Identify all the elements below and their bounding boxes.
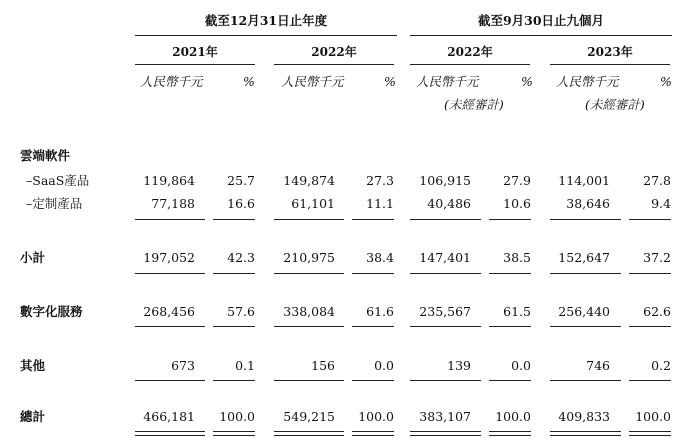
rule-line bbox=[550, 219, 621, 220]
percent-cell: 100.0 bbox=[219, 409, 255, 424]
double-rule-line bbox=[410, 435, 481, 436]
rule-line bbox=[135, 326, 205, 327]
percent-cell: 57.6 bbox=[227, 304, 255, 319]
percent-cell: 100.0 bbox=[358, 409, 394, 424]
amount-cell: 256,440 bbox=[558, 304, 610, 319]
rule-line bbox=[489, 219, 531, 220]
percent-cell: 27.9 bbox=[503, 173, 531, 188]
rule-line bbox=[410, 380, 481, 381]
percent-cell: 27.8 bbox=[643, 173, 671, 188]
amount-cell: 746 bbox=[586, 358, 610, 373]
year-underline bbox=[410, 64, 530, 65]
percent-cell: 0.1 bbox=[235, 358, 255, 373]
double-rule-line bbox=[213, 435, 255, 436]
rule-line bbox=[135, 273, 205, 274]
amount-cell: 147,401 bbox=[419, 250, 471, 265]
amount-cell: 549,215 bbox=[283, 409, 335, 424]
row-label-cloud-software: 雲端軟件 bbox=[20, 148, 71, 163]
amount-cell: 152,647 bbox=[558, 250, 610, 265]
percent-cell: 27.3 bbox=[366, 173, 394, 188]
year-header: 2022年 bbox=[447, 45, 493, 59]
rule-line bbox=[274, 273, 344, 274]
percent-unit-label: % bbox=[384, 74, 396, 89]
unaudited-label: (未經審計) bbox=[444, 97, 504, 112]
currency-unit-label: 人民幣千元 bbox=[281, 74, 344, 89]
rule-line bbox=[135, 219, 205, 220]
group-underline bbox=[135, 35, 397, 36]
amount-cell: 156 bbox=[311, 358, 335, 373]
row-label-subtotal: 小計 bbox=[20, 250, 46, 265]
currency-unit-label: 人民幣千元 bbox=[416, 74, 479, 89]
amount-cell: 77,188 bbox=[151, 196, 195, 211]
rule-line bbox=[489, 326, 531, 327]
rule-line bbox=[550, 273, 621, 274]
percent-cell: 0.0 bbox=[511, 358, 531, 373]
rule-line bbox=[489, 380, 531, 381]
rule-line bbox=[213, 326, 255, 327]
percent-cell: 37.2 bbox=[643, 250, 671, 265]
rule-line bbox=[274, 219, 344, 220]
percent-unit-label: % bbox=[660, 74, 672, 89]
double-rule-line bbox=[629, 431, 671, 432]
amount-cell: 40,486 bbox=[427, 196, 471, 211]
percent-cell: 100.0 bbox=[635, 409, 671, 424]
year-header: 2021年 bbox=[172, 45, 218, 59]
rule-line bbox=[274, 326, 344, 327]
group-underline bbox=[410, 35, 672, 36]
percent-cell: 38.5 bbox=[503, 250, 531, 265]
amount-cell: 149,874 bbox=[283, 173, 335, 188]
rule-line bbox=[629, 326, 671, 327]
year-header: 2022年 bbox=[311, 45, 357, 59]
year-underline bbox=[550, 64, 670, 65]
percent-unit-label: % bbox=[243, 74, 255, 89]
rule-line bbox=[410, 273, 481, 274]
rule-line bbox=[629, 273, 671, 274]
rule-line bbox=[352, 326, 394, 327]
amount-cell: 268,456 bbox=[143, 304, 195, 319]
double-rule-line bbox=[274, 435, 344, 436]
percent-unit-label: % bbox=[521, 74, 533, 89]
year-underline bbox=[135, 64, 255, 65]
percent-cell: 100.0 bbox=[495, 409, 531, 424]
row-label-total: 總計 bbox=[20, 409, 46, 424]
double-rule-line bbox=[489, 431, 531, 432]
percent-cell: 62.6 bbox=[643, 304, 671, 319]
percent-cell: 38.4 bbox=[366, 250, 394, 265]
rule-line bbox=[410, 219, 481, 220]
rule-line bbox=[550, 380, 621, 381]
amount-cell: 139 bbox=[447, 358, 471, 373]
rule-line bbox=[274, 380, 344, 381]
amount-cell: 119,864 bbox=[143, 173, 195, 188]
percent-cell: 61.6 bbox=[366, 304, 394, 319]
double-rule-line bbox=[550, 435, 621, 436]
year-header: 2023年 bbox=[587, 45, 633, 59]
rule-line bbox=[213, 273, 255, 274]
double-rule-line bbox=[629, 435, 671, 436]
rule-line bbox=[135, 380, 205, 381]
rule-line bbox=[213, 219, 255, 220]
double-rule-line bbox=[135, 435, 205, 436]
rule-line bbox=[550, 326, 621, 327]
amount-cell: 338,084 bbox=[283, 304, 335, 319]
percent-cell: 10.6 bbox=[503, 196, 531, 211]
double-rule-line bbox=[213, 431, 255, 432]
percent-cell: 42.3 bbox=[227, 250, 255, 265]
percent-cell: 11.1 bbox=[366, 196, 394, 211]
percent-cell: 61.5 bbox=[503, 304, 531, 319]
amount-cell: 383,107 bbox=[419, 409, 471, 424]
rule-line bbox=[629, 380, 671, 381]
percent-cell: 0.2 bbox=[651, 358, 671, 373]
amount-cell: 235,567 bbox=[419, 304, 471, 319]
double-rule-line bbox=[352, 431, 394, 432]
amount-cell: 38,646 bbox=[566, 196, 610, 211]
group-header-year-end: 截至12月31日止年度 bbox=[204, 13, 328, 28]
percent-cell: 9.4 bbox=[651, 196, 671, 211]
double-rule-line bbox=[489, 435, 531, 436]
unaudited-label: (未經審計) bbox=[585, 97, 645, 112]
rule-line bbox=[489, 273, 531, 274]
amount-cell: 61,101 bbox=[291, 196, 335, 211]
row-label-digital-services: 數字化服務 bbox=[20, 304, 83, 319]
rule-line bbox=[352, 380, 394, 381]
amount-cell: 106,915 bbox=[419, 173, 471, 188]
percent-cell: 16.6 bbox=[227, 196, 255, 211]
amount-cell: 409,833 bbox=[558, 409, 610, 424]
group-header-nine-months: 截至9月30日止九個月 bbox=[477, 13, 605, 28]
currency-unit-label: 人民幣千元 bbox=[556, 74, 619, 89]
currency-unit-label: 人民幣千元 bbox=[140, 74, 203, 89]
row-label-custom-products: –定制產品 bbox=[26, 196, 83, 211]
rule-line bbox=[629, 219, 671, 220]
double-rule-line bbox=[410, 431, 481, 432]
amount-cell: 114,001 bbox=[558, 173, 610, 188]
amount-cell: 673 bbox=[171, 358, 195, 373]
double-rule-line bbox=[274, 431, 344, 432]
rule-line bbox=[410, 326, 481, 327]
rule-line bbox=[213, 380, 255, 381]
rule-line bbox=[352, 219, 394, 220]
amount-cell: 210,975 bbox=[283, 250, 335, 265]
amount-cell: 197,052 bbox=[143, 250, 195, 265]
amount-cell: 466,181 bbox=[143, 409, 195, 424]
row-label-saas-products: –SaaS產品 bbox=[26, 173, 90, 188]
year-underline bbox=[274, 64, 394, 65]
double-rule-line bbox=[135, 431, 205, 432]
percent-cell: 0.0 bbox=[374, 358, 394, 373]
percent-cell: 25.7 bbox=[227, 173, 255, 188]
double-rule-line bbox=[352, 435, 394, 436]
rule-line bbox=[352, 273, 394, 274]
double-rule-line bbox=[550, 431, 621, 432]
row-label-others: 其他 bbox=[20, 358, 46, 373]
